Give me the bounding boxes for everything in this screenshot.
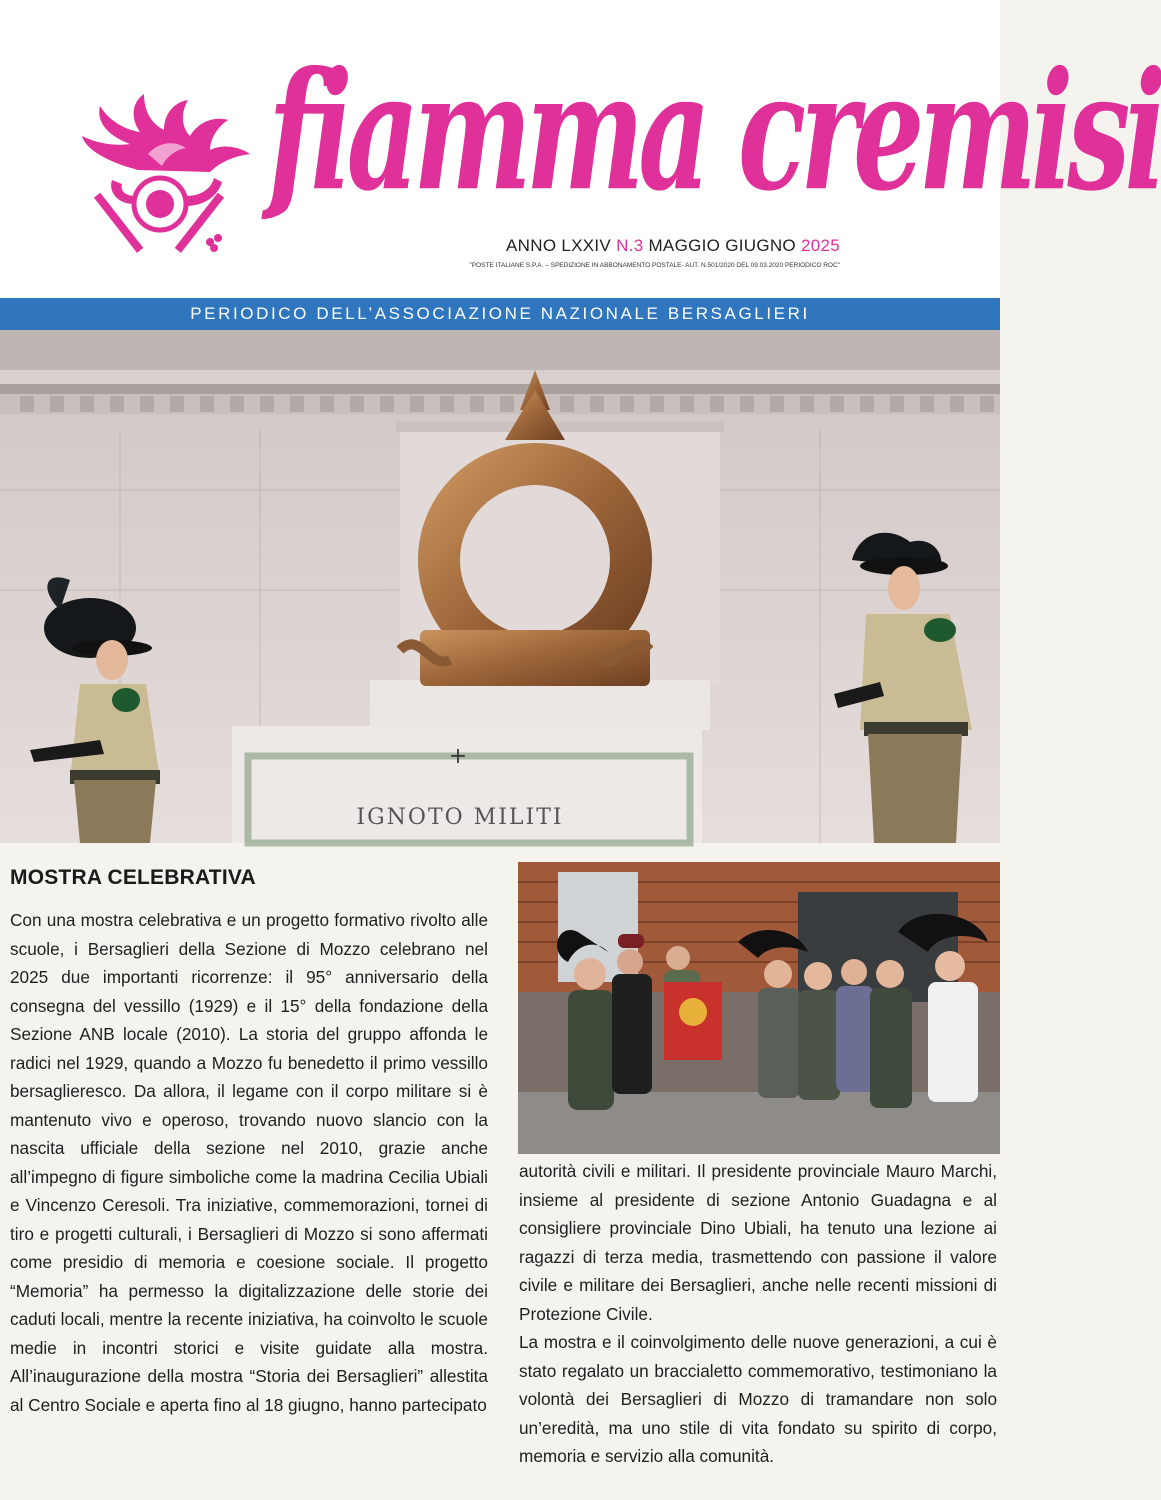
issue-year: 2025 <box>800 236 840 255</box>
hero-photo-ignoto-militi <box>0 330 1000 843</box>
monument-inscription: IGNOTO MILITI <box>356 805 564 830</box>
masthead <box>0 0 1161 298</box>
issue-number: N.3 <box>616 236 644 255</box>
issue-info <box>506 236 840 256</box>
issue-prefix: ANNO LXXIV <box>506 236 617 255</box>
article-column-right <box>519 1157 997 1471</box>
article-column-left <box>10 906 488 1419</box>
article-paragraph-1: Con una mostra celebrativa e un progetto formativo rivolto alle scuole, i Bersaglieri della Sezione di Mozzo celebrano nel 2025 due importanti ricorrenze: il 95° anniversario della consegna del vessillo (1929) e il 15° della fondazione della Sezione ANB locale (2010). La storia del gruppo affonda le radici nel 1929, quando a Mozzo fu benedetto il primo vessillo bersaglieresco. Da allora, il legame con il corpo militare si è mantenuto vivo e operoso, trovando nuovo slancio con la nascita ufficiale della sezione nel 2010, grazie anche all’impegno di figure simboliche come la madrina Cecilia Ubiali e Vincenzo Ceresoli. Tra iniziative, commemorazioni, tornei di tiro e progetti culturali, i Bersaglieri di Mozzo si sono affermati come presidio di memoria e coesione sociale. Il progetto “Memoria” ha permesso la digitalizzazione delle storie dei caduti locali, mentre la recente iniziativa, ha coinvolto le scuole medie in incontri storici e visite guidate alla mostra. All’inaugurazione della mostra “Storia dei Bersaglieri” allestita al Centro Sociale e aperta fino al 18 giugno, hanno partecipato <box>10 910 488 1415</box>
issue-period: MAGGIO GIUGNO <box>643 236 801 255</box>
svg-text:+: + <box>448 744 468 769</box>
magazine-title: fiamma cremisi <box>268 37 1161 228</box>
bersaglieri-flame-emblem-icon <box>78 92 258 260</box>
postal-legal-note: "POSTE ITALIANE S.P.A. – SPEDIZIONE IN ABBONAMENTO POSTALE- AUT. N.501/2020 DEL 09.03.2020 PERIODICO ROC" <box>469 262 840 269</box>
article-title: MOSTRA CELEBRATIVA <box>10 866 256 889</box>
group-photo-bersaglieri <box>518 862 1000 1154</box>
article-paragraph-3: La mostra e il coinvolgimento delle nuove generazioni, a cui è stato regalato un braccialetto commemorativo, testimoniano la volontà dei Bersaglieri di Mozzo di tramandare non solo un’eredità, ma uno stile di vita fondato su spirito di corpo, memoria e servizio alla comunità. <box>519 1332 997 1466</box>
article-paragraph-2: autorità civili e militari. Il presidente provinciale Mauro Marchi, insieme al presidente di sezione Antonio Guadagna e al consigliere provinciale Dino Ubiali, ha tenuto una lezione ai ragazzi di terza media, trasmettendo con passione il valore civile e militare dei Bersaglieri, anche nelle recenti missioni di Protezione Civile. <box>519 1161 997 1324</box>
periodical-banner: PERIODICO DELL’ASSOCIAZIONE NAZIONALE BERSAGLIERI <box>0 298 1000 330</box>
